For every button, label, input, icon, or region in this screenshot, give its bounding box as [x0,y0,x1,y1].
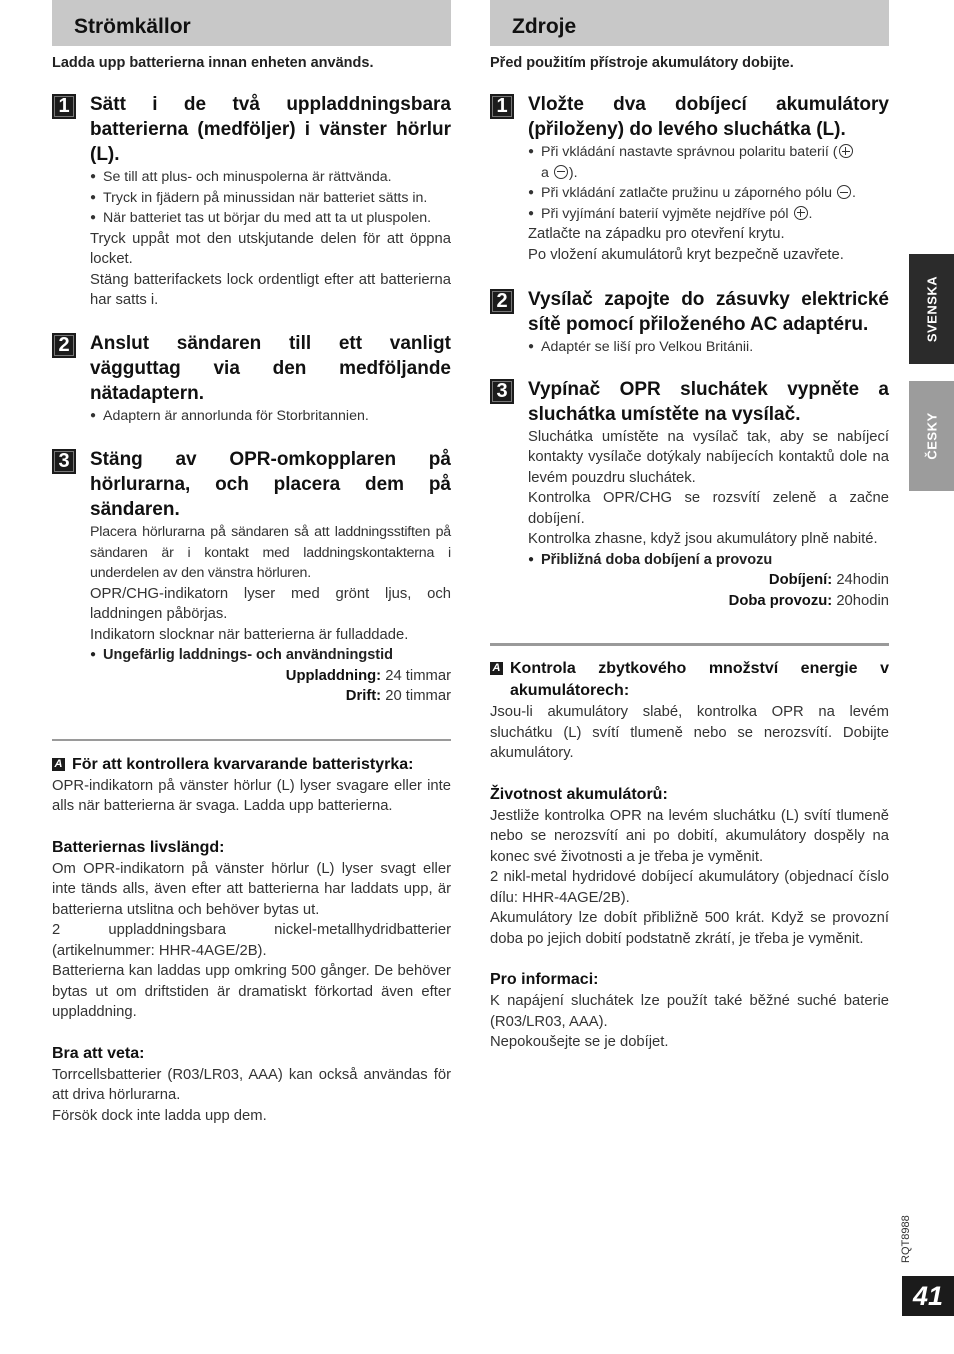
intro-cs: Před použitím přístroje akumulátory dobijte. [490,55,794,71]
paragraph: OPR/CHG-indikatorn lyser med grönt ljus, och laddningen påbörjas. [90,585,451,622]
bullet: ● Tryck in fjädern på minussidan när batteriet sätts in. [90,188,451,209]
paragraph: Kontrolka zhasne, když jsou akumulátory plně nabité. [528,531,878,547]
paragraph: Sluchátka umístěte na vysílač tak, aby se nabíjecí kontakty vysílače dotýkaly nabíjecích kontaktů dole na levém pouzdru sluchátek. [528,428,889,486]
charge-time-value: 24 timmar [381,667,451,684]
step-2-cs [490,287,889,358]
operating-time-row [90,686,451,707]
section-header-sv: Strömkällor [52,0,451,46]
bullet-text: a [541,164,553,181]
paragraph: Placera hörlurarna på sändaren så att laddningsstiften på sändaren är i kontakt med laddningskontakterna i underdelen av den vänstra hörluren. [90,524,451,581]
step-title: Vysílač zapojte do zásuvky elektrické sítě pomocí přiloženého AC adaptéru. [528,289,889,335]
step-number-2: 2 [490,289,514,314]
bullet [528,142,889,183]
tab-label: SVENSKA [924,275,939,343]
step-title: Vypínač OPR sluchátek vypněte a sluchátka umístěte na vysílač. [528,378,889,425]
section-a-box: A [490,662,503,675]
paragraph: Jestliže kontrolka OPR na levém sluchátku (L) svítí tlumeně nebo se nerozsvítí ani po dobití, akumulátory dospěly na konec své životnosti a je třeba je vyměnit. [490,807,889,865]
divider [52,739,451,741]
step-title: Stäng av OPR-omkopplaren på hörlurarna, och placera dem på sändaren. [90,449,451,520]
model-number: RQT8988 [900,1215,912,1263]
bullet: ● Adaptern är annorlunda för Storbritannien. [90,406,451,427]
check-heading-sv [52,754,451,776]
bullet [528,183,889,204]
bullet-text: ). [568,164,578,181]
step-number-1: 1 [52,94,76,119]
battery-life-heading: Batteriernas livslängd: [52,838,225,856]
bullet: ● Se till att plus- och minuspolerna är rättvända. [90,167,451,188]
step-1-sv [52,92,451,311]
paragraph: Tryck uppåt mot den utskjutande delen för att öppna locket. [90,230,451,267]
charge-time-row [90,666,451,687]
czech-column [490,0,889,1053]
step-title: Anslut sändaren till ett vanligt vägguttag via den medföljande nätadaptern. [90,332,451,404]
bold-bullet: ● Ungefärlig laddnings- och användningstid [90,645,451,666]
paragraph: Nepokoušejte se je dobíjet. [490,1034,669,1050]
step-2-sv [52,331,451,427]
language-tab-cesky [909,381,954,491]
operating-time-row [528,591,889,612]
language-tab-svenska [909,254,954,364]
step-number-2: 2 [52,333,76,358]
bullet-text: Při vkládání nastavte správnou polaritu baterií ( [541,144,838,160]
battery-life-heading: Životnost akumulátorů: [490,785,668,803]
bullet [528,204,889,225]
check-title: Kontrola zbytkového množství energie v akumulátorech: [510,660,889,699]
tab-label: ČESKY [924,412,939,460]
intro-sv: Ladda upp batterierna innan enheten används. [52,55,374,71]
section-header-cs: Zdroje [490,0,889,46]
minus-pole-icon [837,185,851,199]
paragraph: Försök dock inte ladda upp dem. [52,1107,267,1124]
paragraph: Kontrolka OPR/CHG se rozsvítí zeleně a začne dobíjení. [528,490,889,527]
check-title: För att kontrollera kvarvarande batteristyrka: [72,755,414,773]
paragraph: Torrcellsbatterier (R03/LR03, AAA) kan också användas för att driva hörlurarna. [52,1066,451,1103]
minus-pole-icon [554,165,568,179]
operating-time-value: 20hodin [832,592,889,609]
bullet-text: . [851,185,856,201]
step-3-sv [52,447,451,707]
bullet: ● Adaptér se liší pro Velkou Británii. [528,337,889,358]
paragraph: Zatlačte na západku pro otevření krytu. [528,226,785,242]
operating-time-label: Doba provozu: [728,592,833,609]
paragraph: 2 nikl-metal hydridové dobíjecí akumulátory (objednací číslo dílu: HHR-4AGE/2B). [490,869,889,906]
step-title: Vložte dva dobíjecí akumulátory (přiloženy) do levého sluchátka (L). [528,94,889,140]
step-number-1: 1 [490,94,514,119]
charge-time-row [528,570,889,591]
info-heading: Pro informaci: [490,971,599,988]
divider [490,643,889,646]
paragraph: Om OPR-indikatorn på vänster hörlur (L) lyser svagt eller inte tänds alls, även efter att batterierna har laddats upp, är batterierna utslitna och behöver bytas ut. [52,860,451,918]
swedish-column [52,0,451,1126]
check-text: Jsou-li akumulátory slabé, kontrolka OPR na levém sluchátku (L) svítí tlumeně nebo se nerozsvítí. Dobijte akumulátory. [490,704,889,761]
step-number-3: 3 [490,379,514,404]
paragraph: K napájení sluchátek lze použít také běžné suché baterie (R03/LR03, AAA). [490,993,889,1030]
operating-time-label: Drift: [345,688,382,704]
info-heading: Bra att veta: [52,1044,145,1062]
charge-time-label: Uppladdning: [285,667,382,684]
step-3-cs [490,377,889,612]
page-number: 41 [902,1276,954,1316]
paragraph: Stäng batterifackets lock ordentligt efter att batterierna har satts i. [90,271,451,308]
step-title: Sätt i de två uppladdningsbara batterierna (medföljer) i vänster hörlur (L). [90,94,451,165]
paragraph: Akumulátory lze dobít přibližně 500 krát. Když se provozní doba po jejich dobití podstatně zkrátí, je třeba je vyměnit. [490,910,889,947]
plus-pole-icon [839,144,853,158]
check-heading-cs [490,658,889,702]
bullet-text: Při vkládání zatlačte pružinu u záporného pólu [541,185,836,201]
step-1-cs [490,92,889,265]
bullet-text: . [808,205,813,222]
bullet: ● När batteriet tas ut börjar du med att ta ut pluspolen. [90,208,451,229]
plus-pole-icon [794,206,808,220]
bullet-text: Při vyjímání baterií vyjměte nejdříve pól [541,205,793,222]
paragraph: Po vložení akumulátorů kryt bezpečně uzavřete. [528,246,844,263]
charge-time-value: 24hodin [832,572,889,588]
charge-time-label: Dobíjení: [768,572,833,588]
check-text: OPR-indikatorn på vänster hörlur (L) lyser svagare eller inte alls när batterierna är svaga. Ladda upp batterierna. [52,777,451,814]
paragraph: 2 uppladdningsbara nickel-metallhydridbatterier (artikelnummer: HHR-4AGE/2B). [52,922,451,959]
operating-time-value: 20 timmar [381,688,451,704]
section-a-box: A [52,758,65,771]
step-number-3: 3 [52,449,76,474]
bold-bullet: ● Přibližná doba dobíjení a provozu [528,550,889,571]
paragraph: Indikatorn slocknar när batterierna är fulladdade. [90,626,409,643]
paragraph: Batterierna kan laddas upp omkring 500 gånger. De behöver bytas ut om driftstiden är dramatiskt förkortad även efter uppladdning. [52,963,451,1020]
